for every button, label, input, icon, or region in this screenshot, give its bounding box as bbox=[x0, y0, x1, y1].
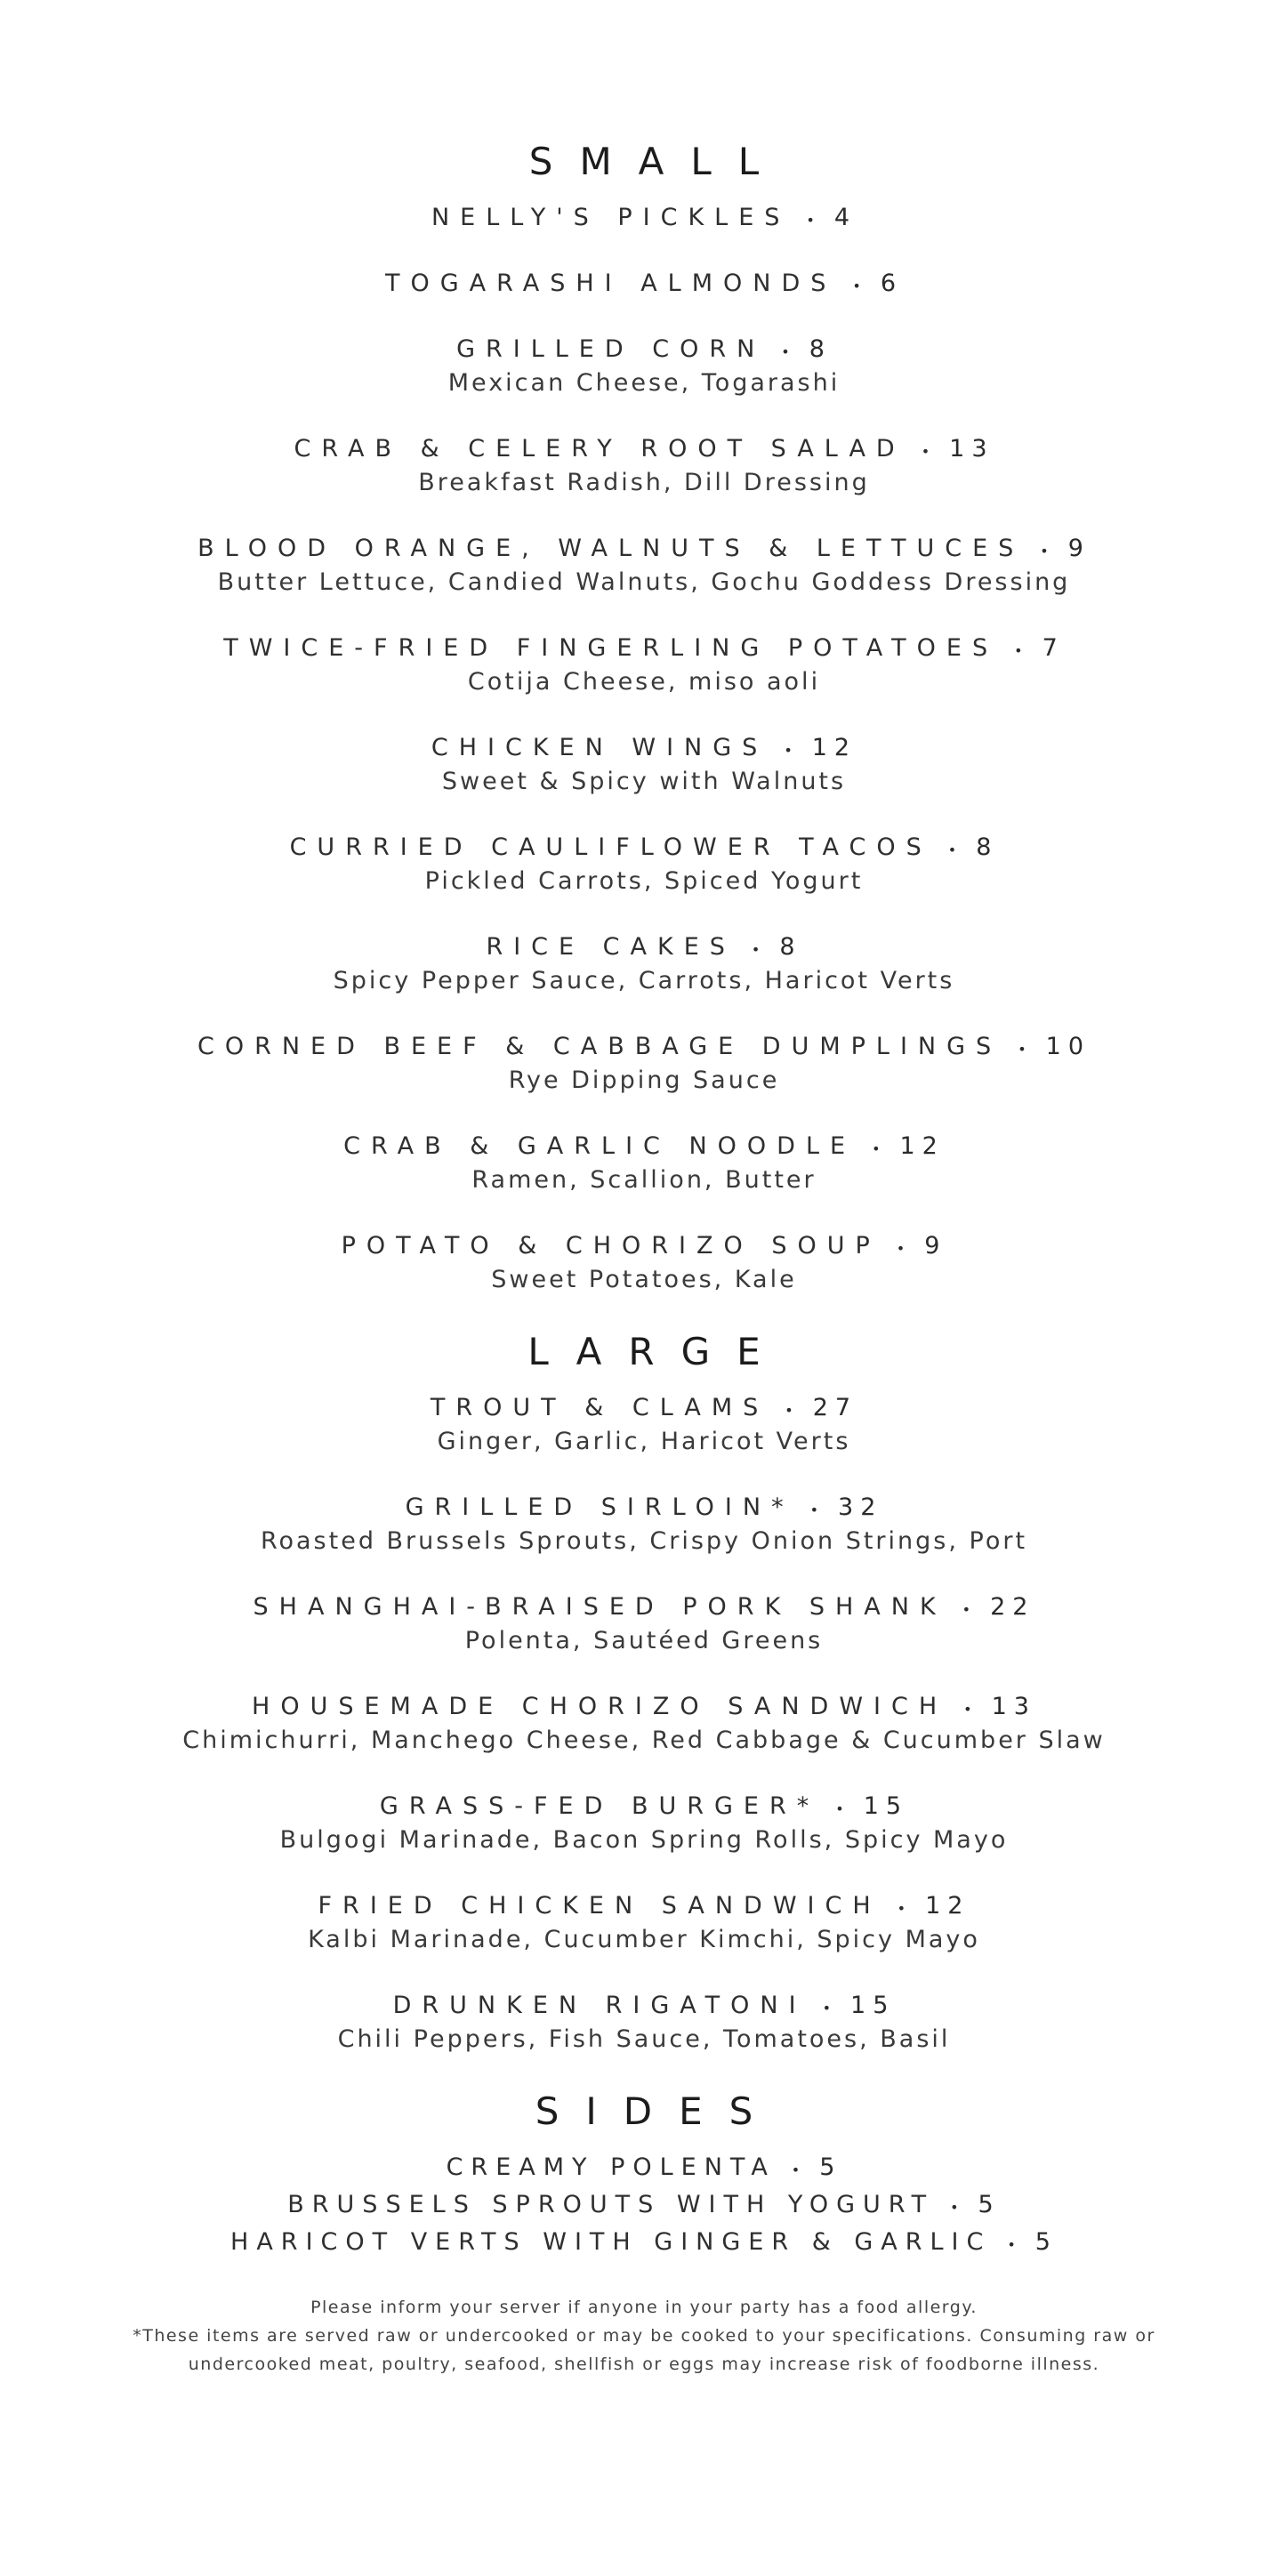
menu-item-description: Sweet & Spicy with Walnuts bbox=[441, 768, 847, 795]
bullet-separator: • bbox=[1040, 543, 1049, 559]
menu-item-line bbox=[0, 831, 1288, 865]
menu-item-name: TOGARASHI ALMONDS bbox=[384, 270, 837, 297]
section-title-small: SMALL bbox=[528, 140, 786, 183]
footer-line-2: *These items are served raw or undercooked or may be cooked to your specifications. Consuming raw or bbox=[133, 2326, 1155, 2346]
menu-item-price: 22 bbox=[990, 1593, 1035, 1621]
menu-item-description: Pickled Carrots, Spiced Yogurt bbox=[424, 867, 864, 895]
menu-item bbox=[0, 1030, 1288, 1098]
menu-item-line bbox=[0, 1889, 1288, 1923]
menu-item-description: Ramen, Scallion, Butter bbox=[471, 1166, 817, 1194]
menu-item-name: TWICE-FRIED FINGERLING POTATOES bbox=[223, 634, 999, 662]
menu-item-name: TROUT & CLAMS bbox=[430, 1394, 769, 1421]
menu-item-line bbox=[0, 333, 1288, 366]
menu-item bbox=[0, 333, 1288, 400]
menu-item-name: SHANGHAI-BRAISED PORK SHANK bbox=[253, 1593, 946, 1621]
menu-item-price: 27 bbox=[812, 1394, 858, 1421]
bullet-separator: • bbox=[1018, 1041, 1026, 1058]
menu-item-line bbox=[0, 267, 1288, 301]
bullet-separator: • bbox=[962, 1601, 971, 1618]
menu-item-line bbox=[0, 432, 1288, 466]
menu-item-name: GRILLED SIRLOIN* bbox=[405, 1493, 794, 1521]
menu-item-price: 4 bbox=[833, 204, 857, 231]
menu-item bbox=[0, 1889, 1288, 1957]
menu-item-name: CREAMY POLENTA bbox=[446, 2153, 776, 2181]
menu-item-description: Sweet Potatoes, Kale bbox=[491, 1266, 797, 1293]
menu-item-line bbox=[0, 632, 1288, 665]
bullet-separator: • bbox=[822, 2000, 832, 2017]
bullet-separator: • bbox=[852, 278, 861, 294]
menu-item-description: Breakfast Radish, Dill Dressing bbox=[418, 469, 870, 496]
menu-item-price: 5 bbox=[819, 2153, 842, 2181]
menu-item-price: 7 bbox=[1042, 634, 1065, 662]
menu-item-name: NELLY'S PICKLES bbox=[431, 204, 791, 231]
menu-item-name: GRILLED CORN bbox=[456, 335, 766, 363]
footer-line-1: Please inform your server if anyone in your party has a food allergy. bbox=[310, 2298, 978, 2317]
menu-item-name: HARICOT VERTS WITH GINGER & GARLIC bbox=[230, 2228, 992, 2256]
menu-item bbox=[0, 930, 1288, 998]
menu-item bbox=[0, 2188, 1288, 2226]
menu-item bbox=[0, 1989, 1288, 2057]
menu-item-name: FRIED CHICKEN SANDWICH bbox=[318, 1892, 881, 1920]
allergy-footer bbox=[0, 2293, 1288, 2379]
bullet-separator: • bbox=[835, 1800, 844, 1817]
menu-item-line bbox=[0, 930, 1288, 964]
bullet-separator: • bbox=[947, 841, 957, 858]
menu-item-price: 9 bbox=[1067, 535, 1091, 562]
bullet-separator: • bbox=[872, 1140, 881, 1157]
menu-item-description: Ginger, Garlic, Haricot Verts bbox=[437, 1428, 851, 1455]
menu-item-price: 8 bbox=[779, 933, 802, 961]
menu-item-line bbox=[0, 1229, 1288, 1263]
menu-item-price: 32 bbox=[838, 1493, 883, 1521]
bullet-separator: • bbox=[1014, 642, 1023, 659]
menu-item-line bbox=[0, 1130, 1288, 1163]
menu-item-price: 12 bbox=[811, 734, 857, 761]
menu-item-line bbox=[0, 1590, 1288, 1624]
bullet-separator: • bbox=[950, 2199, 959, 2216]
bullet-separator: • bbox=[785, 1402, 793, 1419]
menu-item-line bbox=[0, 1989, 1288, 2023]
sides-items-list bbox=[0, 2151, 1288, 2263]
menu-item-name: CRAB & GARLIC NOODLE bbox=[343, 1132, 857, 1160]
menu-item-price: 5 bbox=[1034, 2228, 1058, 2256]
bullet-separator: • bbox=[809, 1501, 819, 1518]
menu-item-line bbox=[0, 2188, 1288, 2226]
menu-item-price: 13 bbox=[949, 435, 994, 463]
bullet-separator: • bbox=[751, 941, 761, 958]
section-large bbox=[0, 1329, 1288, 2057]
menu-item-price: 13 bbox=[991, 1693, 1036, 1720]
menu-item-line bbox=[0, 2151, 1288, 2188]
menu-item-price: 8 bbox=[809, 335, 832, 363]
menu-item-description: Roasted Brussels Sprouts, Crispy Onion Strings, Port bbox=[260, 1527, 1028, 1555]
bullet-separator: • bbox=[784, 742, 793, 759]
menu-item-name: CORNED BEEF & CABBAGE DUMPLINGS bbox=[197, 1033, 1002, 1060]
menu-item bbox=[0, 2151, 1288, 2188]
menu-item-line bbox=[0, 1690, 1288, 1724]
menu-item bbox=[0, 432, 1288, 500]
menu-item-price: 9 bbox=[924, 1232, 947, 1260]
menu-item-name: DRUNKEN RIGATONI bbox=[392, 1992, 807, 2019]
menu-item-price: 10 bbox=[1045, 1033, 1091, 1060]
menu-item-description: Cotija Cheese, miso aoli bbox=[467, 668, 821, 696]
menu-item-line bbox=[0, 731, 1288, 765]
footer-line-3: undercooked meat, poultry, seafood, shellfish or eggs may increase risk of foodborne illness. bbox=[188, 2355, 1100, 2374]
section-small bbox=[0, 139, 1288, 1297]
menu-item bbox=[0, 1391, 1288, 1459]
menu-item bbox=[0, 201, 1288, 235]
menu-item-price: 5 bbox=[978, 2191, 1001, 2218]
menu-item-price: 12 bbox=[925, 1892, 970, 1920]
menu-item-line bbox=[0, 1391, 1288, 1425]
menu-item-description: Polenta, Sautéed Greens bbox=[464, 1627, 824, 1654]
menu-item-line bbox=[0, 2226, 1288, 2263]
small-items-list bbox=[0, 201, 1288, 1297]
menu-item-price: 6 bbox=[880, 270, 904, 297]
menu-item-name: HOUSEMADE CHORIZO SANDWICH bbox=[252, 1693, 948, 1720]
menu-item-name: CRAB & CELERY ROOT SALAD bbox=[294, 435, 906, 463]
bullet-separator: • bbox=[896, 1240, 906, 1257]
menu-item bbox=[0, 267, 1288, 301]
menu-item bbox=[0, 1130, 1288, 1197]
menu-item-description: Mexican Cheese, Togarashi bbox=[447, 369, 841, 397]
bullet-separator: • bbox=[781, 343, 790, 360]
bullet-separator: • bbox=[963, 1701, 972, 1718]
menu-item-line bbox=[0, 1030, 1288, 1064]
section-title-large: LARGE bbox=[527, 1330, 787, 1373]
menu-item bbox=[0, 731, 1288, 799]
menu-item-description: Spicy Pepper Sauce, Carrots, Haricot Verts bbox=[333, 967, 955, 994]
bullet-separator: • bbox=[791, 2161, 801, 2178]
bullet-separator: • bbox=[897, 1900, 906, 1917]
bullet-separator: • bbox=[921, 443, 930, 460]
menu-item-description: Chimichurri, Manchego Cheese, Red Cabbage & Cucumber Slaw bbox=[182, 1727, 1106, 1754]
menu-item-name: CHICKEN WINGS bbox=[431, 734, 769, 761]
menu-item-line bbox=[0, 201, 1288, 235]
bullet-separator: • bbox=[1007, 2236, 1016, 2253]
menu-item-name: BRUSSELS SPROUTS WITH YOGURT bbox=[287, 2191, 935, 2218]
menu-item-name: GRASS-FED BURGER* bbox=[379, 1792, 820, 1820]
menu-item bbox=[0, 1491, 1288, 1558]
menu-item-description: Rye Dipping Sauce bbox=[508, 1067, 780, 1094]
menu-item-name: BLOOD ORANGE, WALNUTS & LETTUCES bbox=[197, 535, 1025, 562]
menu-item-name: CURRIED CAULIFLOWER TACOS bbox=[289, 833, 932, 861]
large-items-list bbox=[0, 1391, 1288, 2057]
menu-item-line bbox=[0, 532, 1288, 566]
menu-item-description: Butter Lettuce, Candied Walnuts, Gochu Goddess Dressing bbox=[217, 568, 1071, 596]
menu-item bbox=[0, 2226, 1288, 2263]
menu-item-description: Chili Peppers, Fish Sauce, Tomatoes, Basil bbox=[337, 2025, 951, 2053]
menu-item-line bbox=[0, 1491, 1288, 1525]
menu-item-price: 15 bbox=[850, 1992, 896, 2019]
menu-item-price: 15 bbox=[863, 1792, 909, 1820]
menu-item bbox=[0, 831, 1288, 898]
menu-item bbox=[0, 1690, 1288, 1758]
menu-item-name: RICE CAKES bbox=[486, 933, 736, 961]
section-title-sides: SIDES bbox=[535, 2089, 780, 2133]
menu-item bbox=[0, 632, 1288, 699]
menu-item-description: Kalbi Marinade, Cucumber Kimchi, Spicy Mayo bbox=[308, 1926, 980, 1953]
menu-item bbox=[0, 1590, 1288, 1658]
section-sides bbox=[0, 2089, 1288, 2263]
menu-item-description: Bulgogi Marinade, Bacon Spring Rolls, Spicy Mayo bbox=[279, 1826, 1009, 1854]
menu-item-price: 12 bbox=[899, 1132, 945, 1160]
menu-item-name: POTATO & CHORIZO SOUP bbox=[341, 1232, 881, 1260]
menu-item bbox=[0, 1790, 1288, 1857]
menu-item-line bbox=[0, 1790, 1288, 1823]
bullet-separator: • bbox=[806, 212, 815, 229]
menu-item-price: 8 bbox=[976, 833, 999, 861]
menu-item bbox=[0, 532, 1288, 600]
menu-item bbox=[0, 1229, 1288, 1297]
